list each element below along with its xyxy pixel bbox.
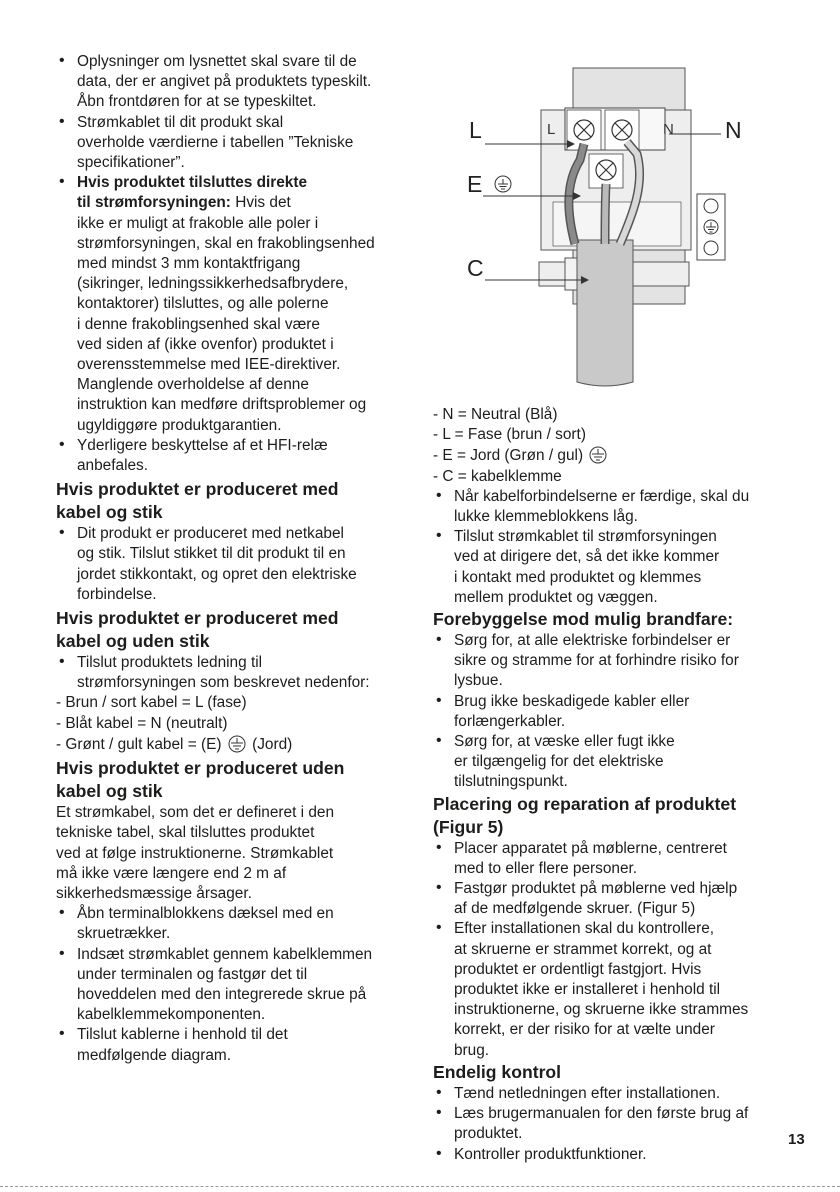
bold-lead: til strømforsyningen:	[77, 194, 231, 212]
text-line: • Oplysninger om lysnettet skal svare til de	[77, 53, 357, 70]
list-item	[56, 173, 412, 436]
text-line: tilslutningspunkt.	[454, 773, 568, 791]
text-line: specifikationer”.	[77, 154, 185, 172]
list-item	[56, 945, 412, 1026]
text-line: ved at dirigere det, så det ikke kommer	[454, 548, 720, 566]
text-line: • Åbn terminalblokkens dæksel med en	[77, 905, 334, 923]
earth-symbol-icon	[226, 734, 248, 754]
list-item	[56, 436, 412, 476]
list-item	[433, 1084, 793, 1104]
dash-line: - Grønt / gult kabel = (E) (Jord)	[56, 735, 293, 753]
text-line: er tilgængelig for det elektriske	[454, 753, 664, 771]
text-line: i denne frakoblingsenhed skal være	[77, 315, 320, 333]
list-item	[433, 527, 793, 608]
text-line: Manglende overholdelse af denne	[77, 376, 309, 394]
text-line: instruktion kan medføre driftsproblemer og	[77, 396, 367, 414]
text-line: overholde værdierne i tabellen ”Tekniske	[77, 133, 354, 151]
text-line: Hvis det	[230, 194, 291, 212]
text-line: • Tilslut produktets ledning til	[77, 654, 263, 672]
text-line: (sikringer, ledningssikkerhedsafbrydere,	[77, 275, 349, 293]
text-line: Et strømkabel, som det er defineret i den	[56, 804, 335, 822]
text-line: • Placer apparatet på møblerne, centreret	[454, 839, 727, 857]
list-item	[56, 113, 412, 174]
text-line: • Brug ikke beskadigede kabler eller	[454, 692, 690, 710]
page-number: 13	[788, 1131, 805, 1148]
legend-line: - N = Neutral (Blå)	[433, 406, 558, 423]
earth-symbol-icon	[495, 176, 511, 192]
text-line: • Når kabelforbindelserne er færdige, skal du	[454, 487, 750, 505]
text-line: med to eller flere personer.	[454, 859, 638, 877]
text-line: brug.	[454, 1041, 490, 1059]
text-line: korrekt, er der risiko for at vælte under	[454, 1021, 715, 1039]
figure-label-c: C	[467, 255, 484, 281]
page-bottom-rule	[0, 1186, 840, 1187]
text-line: ikke er muligt at frakoble alle poler i	[77, 214, 319, 232]
text-line: at skruerne er strammet korrekt, og at	[454, 940, 712, 958]
legend-line: - C = kabelklemme	[433, 467, 562, 485]
list-item	[433, 631, 793, 692]
section-heading: Endelig kontrol	[433, 1061, 562, 1082]
text-line: • Efter installationen skal du kontrollere,	[454, 920, 715, 938]
terminal-l-label: L	[547, 121, 556, 138]
earth-symbol-icon	[587, 445, 609, 465]
text-line: må ikke være længere end 2 m af	[56, 864, 287, 882]
text-line: produktet.	[454, 1125, 523, 1143]
section-heading: Forebyggelse mod mulig brandfare:	[433, 609, 734, 630]
text-line: • Læs brugermanualen for den første brug af	[454, 1105, 749, 1123]
text-line: sikre og stramme for at forhindre risiko for	[454, 652, 739, 670]
text-line: forlængerkabler.	[454, 712, 566, 730]
text-line: • Strømkablet til dit produkt skal	[77, 113, 284, 131]
text-line: kabelklemmekomponenten.	[77, 1006, 266, 1024]
figure-label-e: E	[467, 171, 483, 197]
list-item	[56, 1025, 412, 1065]
text-line: i kontakt med produktet og klemmes	[454, 568, 702, 586]
terminal-n-label: N	[663, 121, 674, 138]
bold-lead: Hvis produktet tilsluttes direkte	[77, 174, 308, 192]
text-line: • Indsæt strømkablet gennem kabelklemmen	[77, 945, 373, 963]
text-line: lukke klemmeblokkens låg.	[454, 508, 638, 526]
left-column	[56, 52, 412, 1066]
text-line: data, der er angivet på produktets typeskilt.	[77, 73, 372, 91]
section-heading: Placering og reparation af produktet (Figur 5)	[433, 793, 737, 837]
text-line: med mindst 3 mm kontaktfrigang	[77, 255, 301, 273]
text-line: under terminalen og fastgør det til	[77, 965, 308, 983]
list-item	[433, 487, 793, 527]
dash-line: - Blåt kabel = N (neutralt)	[56, 714, 228, 732]
text-line: anbefales.	[77, 457, 149, 475]
text-line: skruetrækker.	[77, 925, 171, 943]
text-line: mellem produktet og væggen.	[454, 588, 658, 606]
section-heading: Hvis produktet er produceret uden kabel og stik	[56, 758, 345, 802]
text-line: produktet er ordentligt fastgjort. Hvis	[454, 960, 702, 978]
text-line: tekniske tabel, skal tilsluttes produktet	[56, 824, 315, 842]
text-line: • Sørg for, at alle elektriske forbindelser er	[454, 632, 731, 650]
wiring-diagram	[455, 64, 785, 394]
list-item	[433, 1145, 793, 1165]
text-line: og stik. Tilslut stikket til dit produkt til en	[77, 545, 346, 563]
list-item	[56, 52, 412, 113]
list-item	[56, 904, 412, 944]
text-line: • Tænd netledningen efter installationen.	[454, 1084, 721, 1102]
text-line: sikkerhedsmæssige årsager.	[56, 884, 252, 902]
text-line: forbindelse.	[77, 585, 157, 603]
text-line: • Dit produkt er produceret med netkabel	[77, 525, 344, 543]
list-item	[433, 1104, 793, 1144]
text-line: • Yderligere beskyttelse af et HFI-relæ	[77, 436, 328, 454]
socket-bottom-icon	[704, 241, 718, 255]
text-line: • Sørg for, at væske eller fugt ikke	[454, 733, 675, 751]
text-line: ved siden af (ikke ovenfor) produktet i	[77, 335, 334, 353]
list-item	[433, 732, 793, 793]
text-line: strømforsyningen, skal en frakoblingsenhed	[77, 234, 375, 252]
text-line: produktet ikke er installeret i henhold til	[454, 981, 721, 999]
text-line: • Tilslut strømkablet til strømforsyningen	[454, 528, 717, 546]
list-item	[433, 839, 793, 879]
socket-top-icon	[704, 199, 718, 213]
text-line: medfølgende diagram.	[77, 1046, 231, 1064]
text-line: hoveddelen med den integrerede skrue på	[77, 985, 367, 1003]
figure-label-l: L	[469, 117, 482, 143]
text-line: lysbue.	[454, 672, 503, 690]
figure-label-n: N	[725, 117, 742, 143]
text-line: • Kontroller produktfunktioner.	[454, 1145, 647, 1163]
text-line: instruktionerne, og skruerne ikke strammes	[454, 1001, 749, 1019]
list-item	[56, 524, 412, 605]
text-line: af de medfølgende skruer. (Figur 5)	[454, 900, 696, 918]
list-item	[433, 692, 793, 732]
dash-line: - Brun / sort kabel = L (fase)	[56, 694, 247, 712]
legend-line: - E = Jord (Grøn / gul)	[433, 445, 793, 466]
right-column	[433, 405, 793, 1165]
text-line: Åbn frontdøren for at se typeskiltet.	[77, 93, 317, 111]
text-line: kontaktorer) tilsluttes, og alle polerne	[77, 295, 329, 313]
section-heading: Hvis produktet er produceret med kabel og stik	[56, 479, 339, 523]
list-item	[56, 653, 412, 693]
text-line: jordet stikkontakt, og opret den elektriske	[77, 565, 357, 583]
text-line: • Fastgør produktet på møblerne ved hjælp	[454, 880, 738, 898]
text-line: • Tilslut kablerne i henhold til det	[77, 1026, 288, 1044]
text-line: strømforsyningen som beskrevet nedenfor:	[77, 674, 370, 692]
list-item	[433, 919, 793, 1060]
text-line: ved at følge instruktionerne. Strømkablet	[56, 844, 334, 862]
section-heading: Hvis produktet er produceret med kabel og uden stik	[56, 608, 339, 652]
list-item	[433, 879, 793, 919]
text-line: overensstemmelse med IEE-direktiver.	[77, 356, 341, 374]
legend-line: - L = Fase (brun / sort)	[433, 426, 586, 444]
text-line: ugyldiggøre produktgarantien.	[77, 416, 282, 434]
